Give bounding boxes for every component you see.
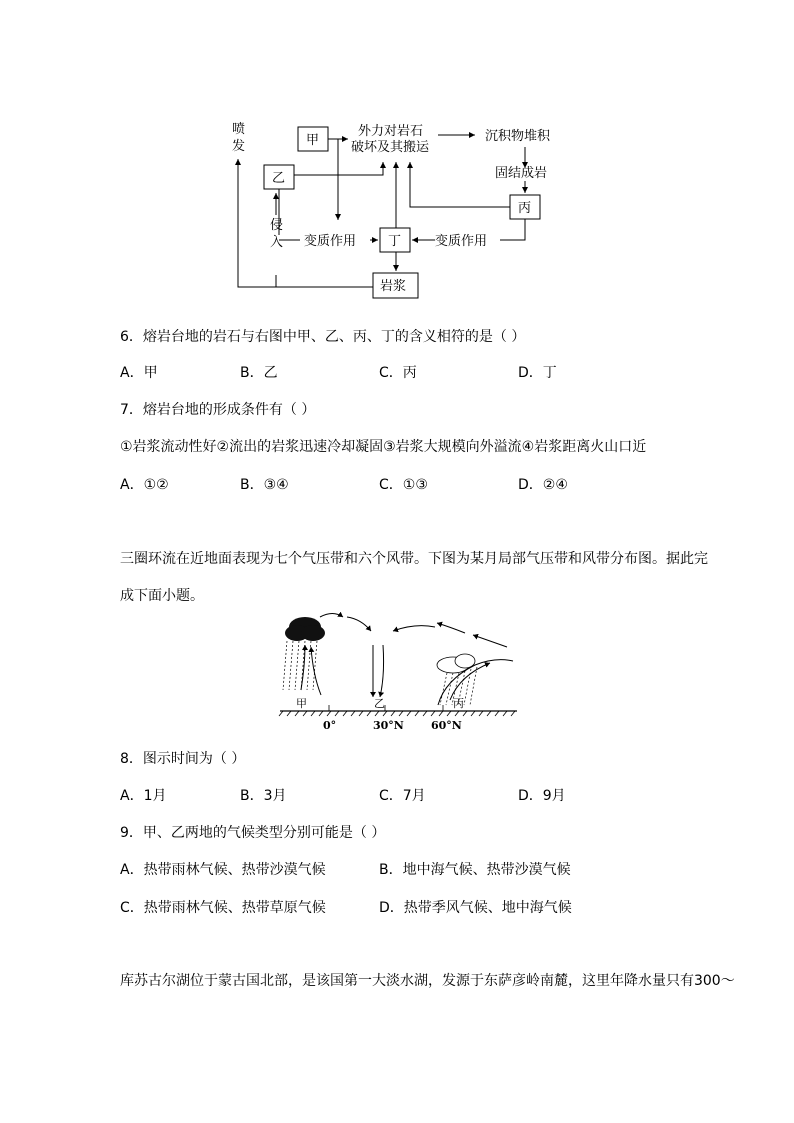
rock-cycle-diagram: [220, 115, 600, 305]
intro-line-2: 成下面小题。: [120, 588, 204, 604]
label-eruption-1: 喷: [232, 122, 246, 137]
label-eruption-2: 发: [232, 139, 246, 154]
q7-option-d: D．②④: [518, 477, 568, 493]
q9-option-a: A．热带雨林气候、热带沙漠气候: [120, 862, 326, 878]
lat-60-label: 60°N: [431, 719, 462, 732]
q8-option-d: D．9月: [518, 788, 566, 804]
label-metamorphism-left: 变质作用: [304, 234, 357, 249]
q9-option-d: D．热带季风气候、地中海气候: [379, 900, 572, 916]
question-7-stem: 7．熔岩台地的形成条件有（ ）: [120, 402, 316, 418]
question-8-stem: 8．图示时间为（ ）: [120, 751, 246, 767]
label-external-force-1: 外力对岩石: [358, 124, 424, 139]
label-yi: 乙: [272, 171, 286, 186]
q8-option-a: A．1月: [120, 788, 167, 804]
q8-option-c: C．7月: [379, 788, 426, 804]
lat-30-label: 30°N: [373, 719, 404, 732]
question-6-stem: 6．熔岩台地的岩石与右图中甲、乙、丙、丁的含义相符的是（ ）: [120, 329, 526, 345]
q6-option-c: C．丙: [379, 365, 417, 381]
pressure-wind-belt-diagram: [275, 605, 525, 735]
question-7-conditions: ①岩浆流动性好②流出的岩浆迅速冷却凝固③岩浆大规模向外溢流④岩浆距离火山口近: [120, 439, 647, 455]
q9-option-c: C．热带雨林气候、热带草原气候: [120, 900, 326, 916]
q8-option-b: B．3月: [240, 788, 287, 804]
label-ding: 丁: [388, 234, 402, 249]
q6-option-a: A．甲: [120, 365, 158, 381]
intro-line-1: 三圈环流在近地面表现为七个气压带和六个风带。下图为某月局部气压带和风带分布图。据此完: [120, 551, 708, 567]
q6-option-d: D．丁: [518, 365, 557, 381]
question-9-stem: 9．甲、乙两地的气候类型分别可能是（ ）: [120, 825, 386, 841]
label-jia-wind: 甲: [296, 697, 307, 710]
label-consolidation: 固结成岩: [495, 166, 548, 181]
label-yi-wind: 乙: [374, 697, 385, 710]
passage-line-1: 库苏古尔湖位于蒙古国北部，是该国第一大淡水湖，发源于东萨彦岭南麓，这里年降水量只有300～: [120, 973, 735, 989]
q7-option-b: B．③④: [240, 477, 289, 493]
label-jia: 甲: [306, 133, 320, 148]
label-magma: 岩浆: [380, 279, 407, 294]
q7-option-c: C．①③: [379, 477, 428, 493]
q7-option-a: A．①②: [120, 477, 169, 493]
rain-cloud-icon: [285, 617, 325, 641]
q6-option-b: B．乙: [240, 365, 278, 381]
front-cloud-icon: [437, 654, 475, 673]
label-deposition: 沉积物堆积: [485, 129, 551, 144]
label-metamorphism-right: 变质作用: [435, 234, 488, 249]
label-intrusion-2: 入: [270, 235, 284, 250]
label-intrusion-1: 侵: [270, 218, 284, 233]
label-bing: 丙: [518, 201, 532, 216]
q9-option-b: B．地中海气候、热带沙漠气候: [379, 862, 571, 878]
label-external-force-2: 破坏及其搬运: [351, 140, 430, 155]
lat-0-label: 0°: [323, 719, 337, 732]
label-bing-wind: 丙: [453, 697, 464, 710]
